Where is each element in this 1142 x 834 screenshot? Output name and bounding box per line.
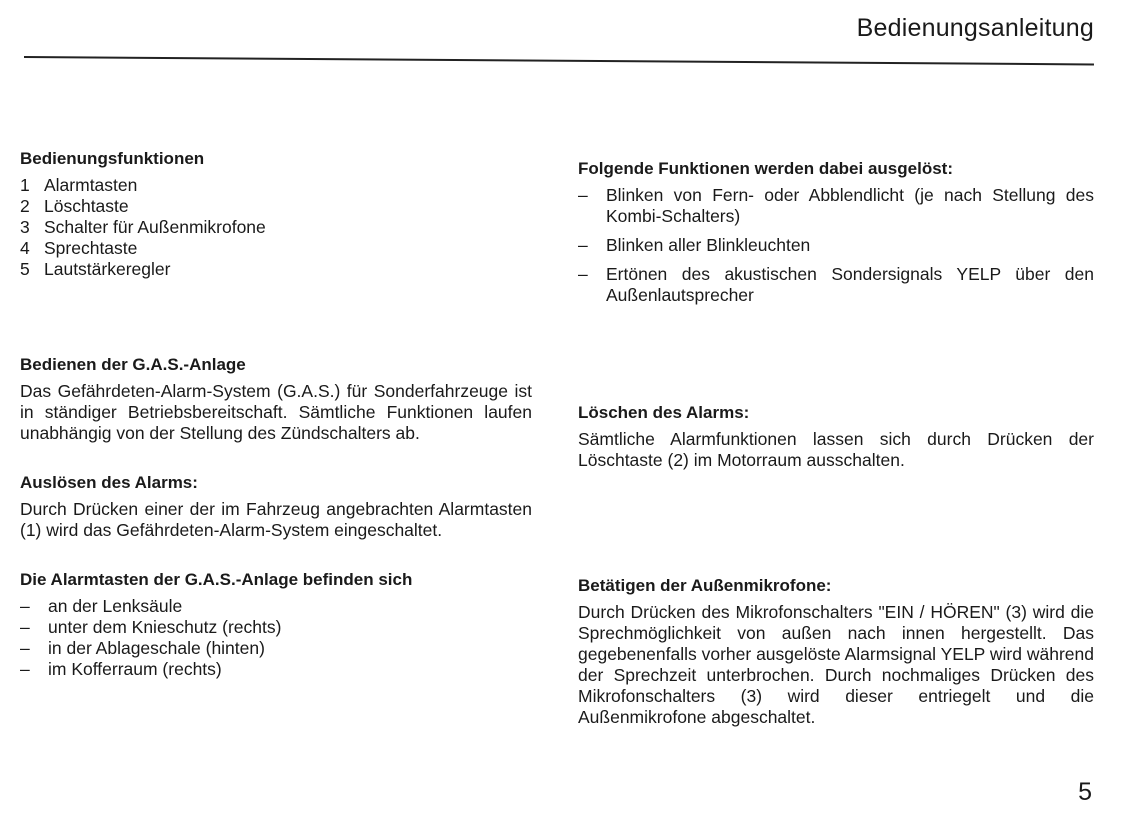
section-heading: Löschen des Alarms: (578, 403, 750, 422)
item-number: 3 (20, 217, 30, 237)
list-item (20, 196, 532, 217)
page-number: 5 (1078, 778, 1092, 806)
section-text: Durch Drücken des Mikrofonschalters "EIN / HÖREN" (3) wird die Sprechmöglichkeit von außen nach innen hergestellt. Das gegebenenfalls vorher ausgelöste Alarmsignal YELP wird während der Sprechzeit unterbrochen. Durch nochmaliges Drücken des Mikrofonschalters (3) wird dieser entriegelt und die Außenmikrofone abgeschaltet. (578, 602, 1094, 727)
section-heading: Bedienen der G.A.S.-Anlage (20, 355, 246, 374)
list-item (20, 175, 532, 196)
list-item (20, 638, 532, 659)
numbered-list (20, 175, 532, 280)
section-alarmtasten (20, 569, 532, 680)
item-text: Ertönen des akustischen Sondersignals YELP über den Außenlautsprecher (606, 264, 1094, 305)
dash-bullet: – (20, 659, 30, 679)
section-loeschen (578, 402, 1094, 471)
header-rule (24, 56, 1094, 65)
section-heading: Auslösen des Alarms: (20, 473, 198, 492)
item-text: Alarmtasten (44, 175, 138, 195)
section-text: Durch Drücken einer der im Fahrzeug angebrachten Alarmtasten (1) wird das Gefährdeten-Alarm-System eingeschaltet. (20, 499, 532, 540)
item-text: im Kofferraum (rechts) (48, 659, 222, 679)
list-item (20, 596, 532, 617)
list-item (20, 259, 532, 280)
right-column (578, 158, 1094, 728)
item-text: Sprechtaste (44, 238, 138, 258)
item-text: Lautstärkeregler (44, 259, 171, 279)
item-text: Blinken von Fern- oder Abblendlicht (je nach Stellung des Kombi-Schalters) (606, 185, 1094, 226)
section-heading: Betätigen der Außenmikrofone: (578, 576, 832, 595)
section-ausloesen (20, 472, 532, 541)
dash-bullet: – (20, 596, 30, 616)
item-text: unter dem Knieschutz (rechts) (48, 617, 282, 637)
dash-bullet: – (20, 617, 30, 637)
list-item (20, 617, 532, 638)
item-text: Blinken aller Blinkleuchten (606, 235, 811, 255)
section-folgende (578, 158, 1094, 306)
list-item (20, 217, 532, 238)
section-betaetigen (578, 575, 1094, 728)
item-text: in der Ablageschale (hinten) (48, 638, 265, 658)
list-item (20, 238, 532, 259)
section-heading: Bedienungsfunktionen (20, 149, 205, 168)
section-text: Das Gefährdeten-Alarm-System (G.A.S.) für Sonderfahrzeuge ist in ständiger Betriebsbereitschaft. Sämtliche Funktionen laufen unabhängig von der Stellung des Zündschalters ab. (20, 381, 532, 443)
dash-bullet: – (578, 264, 588, 284)
list-item (578, 235, 1094, 256)
item-number: 2 (20, 196, 30, 216)
section-bedienen (20, 354, 532, 444)
section-bedienungsfunktionen (20, 148, 532, 280)
dash-bullet: – (578, 235, 588, 255)
item-number: 5 (20, 259, 30, 279)
item-number: 4 (20, 238, 30, 258)
page-header-title: Bedienungsanleitung (856, 14, 1094, 42)
dash-list (578, 185, 1094, 306)
dash-list (20, 596, 532, 680)
item-number: 1 (20, 175, 30, 195)
dash-bullet: – (578, 185, 588, 205)
list-item (578, 185, 1094, 227)
item-text: an der Lenksäule (48, 596, 183, 616)
list-item (20, 659, 532, 680)
left-column (20, 148, 532, 680)
section-text: Sämtliche Alarmfunktionen lassen sich durch Drücken der Löschtaste (2) im Motorraum ausschalten. (578, 429, 1094, 470)
section-heading: Die Alarmtasten der G.A.S.-Anlage befinden sich (20, 570, 413, 589)
item-text: Schalter für Außenmikrofone (44, 217, 266, 237)
item-text: Löschtaste (44, 196, 129, 216)
section-heading: Folgende Funktionen werden dabei ausgelöst: (578, 159, 953, 178)
dash-bullet: – (20, 638, 30, 658)
list-item (578, 264, 1094, 306)
